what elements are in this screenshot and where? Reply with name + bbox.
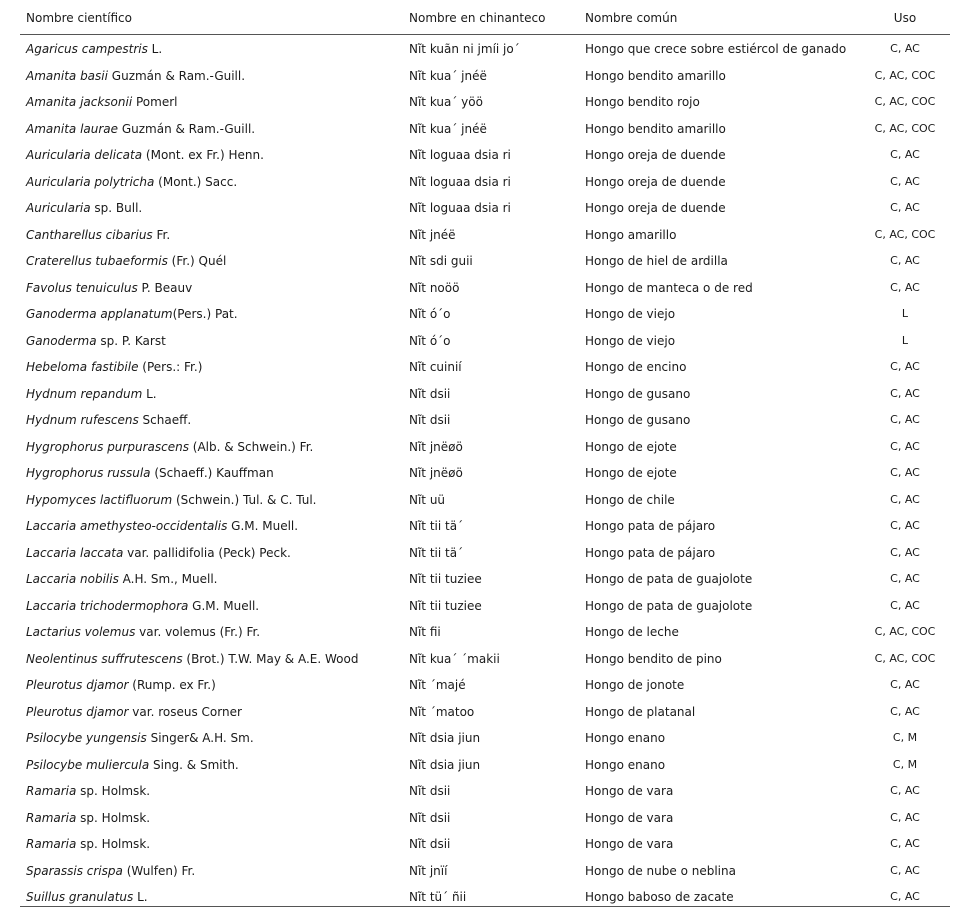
use-cell: C, AC (890, 492, 920, 506)
common-name-cell: Hongo de nube o neblina (585, 863, 736, 878)
scientific-name-cell (26, 758, 239, 772)
scientific-name: Laccaria trichodermophora (26, 598, 189, 613)
table-row (20, 194, 950, 221)
chinanteco-name-cell: Nı̃t dsii (409, 784, 451, 798)
scientific-authority: L. (133, 890, 148, 904)
use-cell: C, AC, COC (874, 95, 936, 108)
table-row (20, 592, 950, 619)
chinanteco-name-cell: Nı̃t kua´ jnéë (409, 68, 487, 83)
table-row (20, 274, 950, 301)
scientific-name-cell (26, 652, 358, 666)
scientific-authority: (Mont. ex Fr.) Henn. (142, 148, 264, 162)
scientific-name-cell (26, 599, 259, 613)
scientific-name-cell (26, 546, 291, 560)
scientific-authority: sp. Holmsk. (76, 810, 151, 825)
scientific-name: Craterellus tubaeformis (26, 254, 168, 268)
use-cell: C, AC (890, 42, 920, 55)
table-row (20, 512, 950, 539)
table-bottom-rule (20, 906, 950, 907)
common-name-cell: Hongo de vara (585, 837, 674, 851)
chinanteco-name-cell: Nı̃t tii tä´ (409, 519, 464, 533)
common-name-cell: Hongo enano (585, 731, 666, 745)
table-row (20, 751, 950, 778)
chinanteco-name-cell: Nı̃t ó´o (409, 333, 451, 348)
scientific-name-cell (26, 466, 274, 480)
scientific-authority: Sing. & Smith. (149, 757, 239, 772)
use-cell: C, AC (890, 360, 920, 373)
scientific-name-cell (26, 811, 150, 825)
scientific-name-cell (26, 148, 264, 162)
table-row (20, 565, 950, 592)
use-cell: C, AC (890, 545, 920, 559)
common-name-cell: Hongo de hiel de ardilla (585, 254, 728, 268)
header-use: Uso (893, 11, 917, 25)
scientific-authority: Guzmán & Ram.-Guill. (118, 121, 256, 136)
scientific-name: Ramaria (26, 810, 77, 825)
scientific-name-cell (26, 254, 226, 268)
table-row (20, 724, 950, 751)
use-cell: C, AC, COC (874, 68, 936, 82)
scientific-name-cell (26, 705, 242, 719)
scientific-name-cell (26, 890, 148, 904)
scientific-authority: Schaeff. (138, 413, 192, 427)
chinanteco-name-cell: Nı̃t ó´o (409, 307, 451, 321)
scientific-authority: sp. Holmsk. (76, 837, 151, 851)
scientific-authority: var. pallidifolia (Peck) Peck. (123, 545, 291, 560)
scientific-name: Hygrophorus purpurascens (26, 439, 189, 454)
use-cell: C, AC (890, 704, 920, 718)
scientific-name: Hydnum rufescens (26, 413, 139, 427)
common-name-cell: Hongo de gusano (585, 413, 691, 427)
use-cell: C, M (892, 731, 918, 744)
scientific-name: Auricularia polytricha (26, 174, 155, 189)
common-name-cell: Hongo de vara (585, 784, 674, 798)
common-name-cell: Hongo pata de pájaro (585, 545, 716, 560)
scientific-name: Lactarius volemus (26, 625, 136, 639)
common-name-cell: Hongo de platanal (585, 704, 696, 719)
table-row (20, 327, 950, 354)
scientific-name: Laccaria amethysteo-occidentalis (26, 519, 228, 533)
scientific-name: Hydnum repandum (26, 386, 143, 401)
common-name-cell: Hongo enano (585, 757, 666, 772)
table-row (20, 380, 950, 407)
scientific-name: Psilocybe yungensis (26, 731, 147, 745)
table-row (20, 433, 950, 460)
scientific-name-cell (26, 69, 245, 83)
scientific-name-cell (26, 864, 195, 878)
common-name-cell: Hongo bendito amarillo (585, 121, 726, 136)
common-name-cell: Hongo oreja de duende (585, 148, 726, 162)
chinanteco-name-cell: Nı̃t kuãn ni jmíi jo´ (409, 42, 520, 56)
use-cell: C, AC (890, 572, 920, 585)
common-name-cell: Hongo de chile (585, 492, 675, 507)
chinanteco-name-cell: Nı̃t jnïí (409, 863, 448, 878)
scientific-name: Amanita jacksonii (26, 95, 133, 109)
chinanteco-name-cell: Nı̃t dsii (409, 413, 451, 427)
scientific-name-cell (26, 731, 254, 745)
use-cell: C, AC (890, 174, 920, 188)
scientific-name: Laccaria laccata (26, 545, 124, 560)
scientific-authority: G.M. Muell. (227, 519, 299, 533)
scientific-authority: (Fr.) Quél (167, 254, 227, 268)
scientific-authority: sp. P. Karst (96, 333, 166, 348)
scientific-authority: (Pers.: Fr.) (138, 360, 203, 374)
common-name-cell: Hongo oreja de duende (585, 174, 726, 189)
scientific-authority: A.H. Sm., Muell. (118, 572, 218, 586)
scientific-name-cell (26, 678, 216, 692)
scientific-authority: Pomerl (132, 95, 178, 109)
common-name-cell: Hongo de jonote (585, 678, 685, 692)
scientific-authority: L. (147, 42, 163, 56)
scientific-name: Laccaria nobilis (26, 572, 119, 586)
table-row (20, 459, 950, 486)
scientific-name: Ramaria (26, 837, 77, 851)
scientific-name-cell (26, 625, 260, 639)
table-row (20, 645, 950, 672)
chinanteco-name-cell: Nı̃t tii tuziee (409, 572, 482, 586)
scientific-name: Favolus tenuiculus (26, 280, 138, 295)
table-row (20, 618, 950, 645)
table-row (20, 141, 950, 168)
use-cell: C, AC (890, 784, 920, 797)
scientific-name: Hypomyces lactifluorum (26, 492, 173, 507)
common-name-cell: Hongo de pata de guajolote (585, 572, 753, 586)
common-name-cell: Hongo baboso de zacate (585, 890, 734, 904)
scientific-name: Hebeloma fastibile (26, 360, 139, 374)
common-name-cell: Hongo de leche (585, 625, 679, 639)
table-row (20, 247, 950, 274)
scientific-authority: Fr. (152, 227, 171, 242)
scientific-name-cell (26, 95, 177, 109)
chinanteco-name-cell: Nı̃t kua´ ´makii (409, 651, 500, 666)
common-name-cell: Hongo de gusano (585, 386, 691, 401)
chinanteco-name-cell: Nı̃t tii tuziee (409, 598, 482, 613)
scientific-authority: (Mont.) Sacc. (154, 174, 238, 189)
chinanteco-name-cell: Nı̃t dsii (409, 837, 451, 851)
table-row (20, 35, 950, 62)
common-name-cell: Hongo de viejo (585, 307, 676, 321)
scientific-name-cell (26, 360, 202, 374)
common-name-cell: Hongo amarillo (585, 227, 677, 242)
use-cell: C, AC (890, 678, 920, 691)
use-cell: C, AC (890, 386, 920, 400)
scientific-authority: L. (142, 386, 157, 401)
scientific-authority: sp. Bull. (90, 201, 143, 215)
chinanteco-name-cell: Nı̃t jnéë (409, 227, 456, 242)
scientific-name-cell (26, 519, 298, 533)
scientific-name: Cantharellus cibarius (26, 227, 153, 242)
chinanteco-name-cell: Nı̃t loguaa dsia ri (409, 201, 511, 215)
table-row (20, 539, 950, 566)
use-cell: C, AC, COC (874, 121, 936, 135)
chinanteco-name-cell: Nı̃t loguaa dsia ri (409, 174, 511, 189)
table-row (20, 168, 950, 195)
use-cell: C, AC, COC (874, 651, 936, 665)
chinanteco-name-cell: Nı̃t dsia jiun (409, 757, 481, 772)
scientific-name: Suillus granulatus (26, 890, 134, 904)
scientific-authority: G.M. Muell. (188, 598, 260, 613)
scientific-name: Ganoderma (26, 333, 97, 348)
scientific-name: Neolentinus suffrutescens (26, 651, 183, 666)
use-cell: C, AC (890, 254, 920, 267)
table-row (20, 804, 950, 831)
use-cell: C, AC (890, 810, 920, 824)
use-cell: C, AC (890, 863, 920, 877)
chinanteco-name-cell: Nı̃t kua´ jnéë (409, 121, 487, 136)
table-row (20, 221, 950, 248)
use-cell: C, AC (890, 837, 920, 850)
fungi-table (20, 0, 950, 910)
scientific-name: Ramaria (26, 784, 77, 798)
table-row (20, 62, 950, 89)
chinanteco-name-cell: Nı̃t tü´ ñii (409, 890, 467, 904)
common-name-cell: Hongo que crece sobre estiércol de ganado (585, 42, 847, 56)
chinanteco-name-cell: Nı̃t jnëøö (409, 439, 463, 454)
common-name-cell: Hongo bendito de pino (585, 651, 722, 666)
chinanteco-name-cell: Nı̃t cuinií (409, 360, 462, 374)
scientific-name-cell (26, 493, 316, 507)
scientific-name-cell (26, 228, 170, 242)
scientific-name-cell (26, 413, 191, 427)
use-cell: C, M (892, 757, 918, 771)
use-cell: C, AC (890, 890, 920, 903)
scientific-authority: (Pers.) Pat. (172, 307, 238, 321)
use-cell: L (901, 333, 909, 347)
table-row (20, 115, 950, 142)
scientific-name: Ganoderma applanatum (26, 307, 173, 321)
scientific-name: Psilocybe muliercula (26, 757, 150, 772)
scientific-name: Amanita laurae (26, 121, 119, 136)
chinanteco-name-cell: Nı̃t uü (409, 492, 446, 507)
common-name-cell: Hongo bendito rojo (585, 95, 700, 109)
common-name-cell: Hongo de encino (585, 360, 687, 374)
scientific-authority: var. volemus (Fr.) Fr. (135, 625, 261, 639)
common-name-cell: Hongo de manteca o de red (585, 280, 753, 295)
scientific-authority: Singer& A.H. Sm. (146, 731, 254, 745)
scientific-name-cell (26, 201, 142, 215)
scientific-name-cell (26, 281, 192, 295)
common-name-cell: Hongo de ejote (585, 466, 677, 480)
header-scientific-name: Nombre científico (26, 11, 132, 25)
common-name-cell: Hongo de ejote (585, 439, 677, 454)
scientific-name-cell (26, 440, 313, 454)
chinanteco-name-cell: Nı̃t noöö (409, 280, 460, 295)
scientific-name-cell (26, 42, 162, 56)
table-body (20, 35, 950, 910)
chinanteco-name-cell: Nı̃t ´matoo (409, 704, 475, 719)
scientific-authority: (Brot.) T.W. May & A.E. Wood (182, 651, 359, 666)
scientific-name: Agaricus campestris (26, 42, 148, 56)
header-common-name: Nombre común (585, 11, 678, 25)
scientific-authority: (Rump. ex Fr.) (128, 678, 216, 692)
scientific-name-cell (26, 334, 166, 348)
table-row (20, 857, 950, 884)
table-row (20, 300, 950, 327)
scientific-authority: P. Beauv (137, 280, 193, 295)
common-name-cell: Hongo de pata de guajolote (585, 598, 753, 613)
common-name-cell: Hongo oreja de duende (585, 201, 726, 215)
common-name-cell: Hongo bendito amarillo (585, 68, 726, 83)
scientific-authority: (Alb. & Schwein.) Fr. (188, 439, 314, 454)
chinanteco-name-cell: Nı̃t loguaa dsia ri (409, 148, 511, 162)
chinanteco-name-cell: Nı̃t kua´ yöö (409, 95, 483, 109)
table-row (20, 777, 950, 804)
table-row (20, 88, 950, 115)
use-cell: C, AC (890, 598, 920, 612)
scientific-authority: (Wulfen) Fr. (122, 863, 196, 878)
scientific-name: Amanita basii (26, 68, 108, 83)
scientific-authority: (Schaeff.) Kauffman (150, 466, 274, 480)
scientific-name: Pleurotus djamor (26, 678, 129, 692)
chinanteco-name-cell: Nı̃t dsii (409, 810, 451, 825)
use-cell: C, AC (890, 280, 920, 294)
use-cell: L (901, 307, 909, 320)
scientific-name-cell (26, 387, 157, 401)
chinanteco-name-cell: Nı̃t fii (409, 625, 441, 639)
table-row (20, 671, 950, 698)
common-name-cell: Hongo pata de pájaro (585, 519, 716, 533)
scientific-name: Sparassis crispa (26, 863, 123, 878)
chinanteco-name-cell: Nı̃t jnëøö (409, 466, 463, 480)
table-row (20, 353, 950, 380)
scientific-authority: sp. Holmsk. (76, 784, 151, 798)
use-cell: C, AC (890, 413, 920, 426)
common-name-cell: Hongo de viejo (585, 333, 676, 348)
chinanteco-name-cell: Nı̃t ´majé (409, 678, 466, 692)
scientific-name: Auricularia delicata (26, 148, 143, 162)
use-cell: C, AC (890, 148, 920, 161)
scientific-authority: Guzmán & Ram.-Guill. (107, 68, 246, 83)
scientific-name: Auricularia (26, 201, 91, 215)
table-row (20, 486, 950, 513)
chinanteco-name-cell: Nı̃t dsii (409, 386, 451, 401)
scientific-name-cell (26, 307, 238, 321)
scientific-authority: (Schwein.) Tul. & C. Tul. (172, 492, 317, 507)
use-cell: C, AC, COC (874, 625, 936, 638)
chinanteco-name-cell: Nı̃t sdi guii (409, 254, 473, 268)
chinanteco-name-cell: Nı̃t tii tä´ (409, 545, 464, 560)
use-cell: C, AC (890, 439, 920, 453)
scientific-name-cell (26, 122, 255, 136)
scientific-name-cell (26, 837, 150, 851)
scientific-name: Pleurotus djamor (26, 704, 129, 719)
header-chinanteco-name: Nombre en chinanteco (409, 11, 546, 25)
table-row (20, 830, 950, 857)
use-cell: C, AC (890, 519, 920, 532)
table-row (20, 406, 950, 433)
use-cell: C, AC, COC (874, 227, 936, 241)
use-cell: C, AC (890, 466, 920, 479)
table-row (20, 698, 950, 725)
scientific-authority: var. roseus Corner (128, 704, 242, 719)
scientific-name-cell (26, 784, 150, 798)
common-name-cell: Hongo de vara (585, 810, 674, 825)
table-header (20, 0, 950, 35)
scientific-name-cell (26, 572, 218, 586)
chinanteco-name-cell: Nı̃t dsia jiun (409, 731, 481, 745)
scientific-name-cell (26, 175, 237, 189)
use-cell: C, AC (890, 201, 920, 214)
scientific-name: Hygrophorus russula (26, 466, 151, 480)
